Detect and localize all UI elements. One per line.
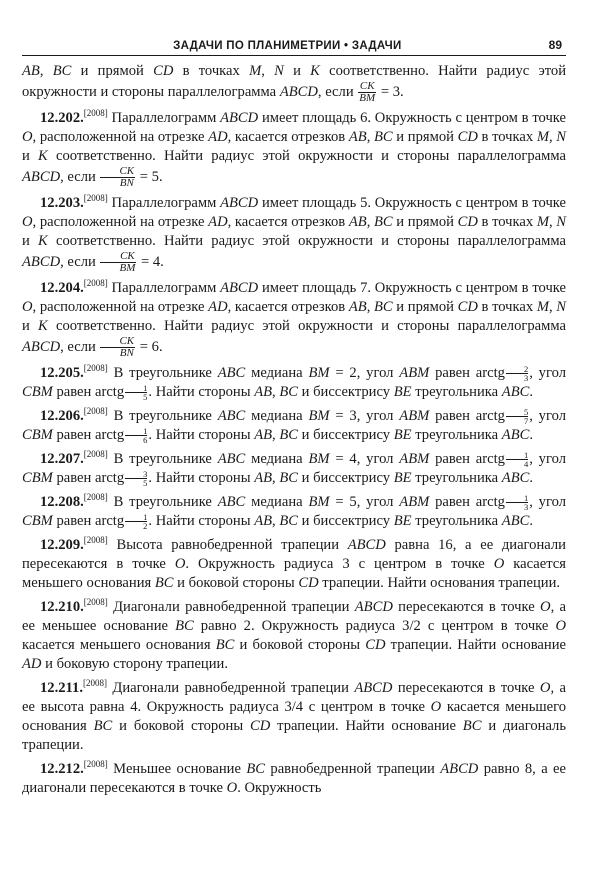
text-segment: . bbox=[529, 384, 534, 400]
text-segment: касается меньшего основания bbox=[22, 699, 567, 734]
math-segment: BC bbox=[279, 427, 298, 443]
year-tag: [2008] bbox=[83, 278, 108, 289]
math-segment: K bbox=[38, 233, 48, 249]
fraction-denominator: 5 bbox=[143, 478, 148, 489]
math-segment: CD bbox=[153, 63, 174, 79]
math-segment: AB bbox=[348, 129, 367, 145]
math-segment: N bbox=[556, 214, 567, 230]
text-segment: пересекаются в точке bbox=[392, 680, 540, 696]
fraction bbox=[100, 251, 136, 274]
text-segment: равен arctg bbox=[429, 494, 505, 510]
text-segment: . Найти стороны bbox=[148, 470, 255, 486]
problem-12-211 bbox=[22, 679, 566, 755]
math-segment: ABM bbox=[399, 365, 430, 381]
math-segment: ABCD bbox=[22, 253, 61, 270]
math-segment: ABCD bbox=[440, 761, 479, 777]
math-segment: BM bbox=[308, 451, 330, 467]
math-segment: BC bbox=[279, 513, 298, 529]
header-title: ЗАДАЧИ ПО ПЛАНИМЕТРИИ • ЗАДАЧИ bbox=[173, 40, 402, 52]
math-segment: N bbox=[556, 299, 567, 315]
text-segment: и биссектрису bbox=[297, 513, 394, 529]
fraction-denominator: BM bbox=[119, 262, 136, 274]
text-segment: . Окружность радиуса 3 с центром в точке bbox=[185, 556, 494, 572]
math-segment: M bbox=[536, 299, 549, 315]
year-tag: [2008] bbox=[83, 759, 108, 770]
text-segment: трапеции. Найти основание bbox=[385, 637, 566, 653]
math-segment: ABCD bbox=[220, 280, 259, 296]
text-segment: , bbox=[272, 427, 280, 443]
math-segment: AD bbox=[208, 299, 228, 315]
small-fraction bbox=[506, 494, 528, 512]
text-segment: В треугольнике bbox=[107, 365, 218, 381]
problem-12-204 bbox=[22, 279, 566, 359]
problem-number: 12.208. bbox=[40, 494, 84, 510]
math-segment: ABC bbox=[501, 384, 530, 400]
problem-12-212 bbox=[22, 760, 566, 798]
problem-number: 12.206. bbox=[40, 408, 84, 424]
math-segment: ABCD bbox=[220, 195, 259, 211]
text-segment: Меньшее основание bbox=[107, 761, 247, 777]
math-segment: ABCD bbox=[279, 83, 318, 100]
math-segment: BC bbox=[374, 129, 393, 145]
text-segment: Параллелограмм bbox=[107, 110, 221, 126]
math-segment: ABCD bbox=[354, 680, 393, 696]
math-segment: BM bbox=[308, 408, 330, 424]
text-segment: медиана bbox=[245, 451, 309, 467]
text-segment: и боковой стороны bbox=[173, 575, 299, 591]
math-segment: O bbox=[22, 214, 33, 230]
text-segment: и биссектрису bbox=[297, 470, 394, 486]
text-segment: равен arctg bbox=[52, 427, 125, 443]
problem-12-208 bbox=[22, 493, 566, 531]
continued-problem-text bbox=[22, 62, 566, 104]
math-segment: BC bbox=[279, 384, 298, 400]
text-segment: и биссектрису bbox=[297, 384, 394, 400]
math-segment: CD bbox=[457, 214, 478, 230]
math-segment: ABCD bbox=[22, 338, 61, 355]
text-segment: в точках bbox=[173, 63, 250, 79]
math-segment: ABM bbox=[399, 494, 430, 510]
text-segment: , касается отрезков bbox=[227, 129, 349, 145]
text-segment: трапеции. Найти основание bbox=[270, 718, 463, 734]
text-segment: , bbox=[272, 513, 280, 529]
math-segment: ABC bbox=[217, 408, 246, 424]
text-segment: , bbox=[366, 129, 374, 145]
text-segment: равнобедренной трапеции bbox=[265, 761, 441, 777]
math-segment: AB bbox=[22, 63, 40, 79]
text-segment: треугольника bbox=[411, 513, 502, 529]
year-tag: [2008] bbox=[83, 449, 108, 460]
text-segment: равен arctg bbox=[429, 451, 505, 467]
fraction bbox=[100, 336, 135, 359]
text-segment: имеет площадь 6. Окружность с центром в точке bbox=[258, 110, 566, 126]
fraction-denominator: 2 bbox=[143, 521, 148, 532]
text-segment: и bbox=[283, 63, 311, 79]
text-segment: , касается отрезков bbox=[227, 214, 349, 230]
problem-number: 12.207. bbox=[40, 451, 84, 467]
text-segment: , угол bbox=[529, 365, 566, 381]
text-segment: , bbox=[548, 214, 557, 230]
text-segment: = 4. bbox=[137, 253, 164, 270]
problem-number: 12.210. bbox=[40, 599, 84, 615]
text-segment: , bbox=[272, 384, 280, 400]
small-fraction bbox=[506, 365, 528, 383]
fraction bbox=[100, 166, 135, 189]
math-segment: O bbox=[430, 699, 442, 715]
text-segment: , если bbox=[60, 253, 100, 270]
math-segment: M bbox=[536, 129, 549, 145]
text-segment: . Найти стороны bbox=[148, 513, 255, 529]
problem-number: 12.209. bbox=[40, 537, 84, 553]
math-segment: BC bbox=[374, 214, 393, 230]
math-segment: AD bbox=[208, 214, 228, 230]
fraction-numerator: CK bbox=[100, 336, 135, 348]
text-segment: = 3, угол bbox=[329, 408, 400, 424]
text-segment: , угол bbox=[529, 408, 566, 424]
text-segment: равен arctg bbox=[52, 513, 125, 529]
math-segment: N bbox=[556, 129, 567, 145]
math-segment: K bbox=[310, 63, 320, 79]
text-segment: соответственно. Найти радиус этой окружности и стороны параллелограмма bbox=[22, 63, 567, 100]
math-segment: ABCD bbox=[347, 537, 386, 553]
text-segment: медиана bbox=[245, 494, 309, 510]
math-segment: BE bbox=[393, 427, 412, 443]
math-segment: ABC bbox=[217, 494, 246, 510]
math-segment: O bbox=[539, 680, 551, 696]
text-segment: треугольника bbox=[411, 470, 502, 486]
fraction-numerator: 3 bbox=[125, 470, 147, 480]
text-segment: , а ее меньшее основание bbox=[22, 599, 566, 634]
text-segment: Параллелограмм bbox=[107, 280, 221, 296]
math-segment: O bbox=[493, 556, 505, 572]
text-segment: соответственно. Найти радиус этой окружности и стороны параллелограмма bbox=[47, 148, 566, 164]
math-segment: O bbox=[22, 129, 33, 145]
small-fraction bbox=[125, 384, 147, 402]
math-segment: BC bbox=[215, 637, 235, 653]
math-segment: AB bbox=[254, 470, 273, 486]
fraction-denominator: 5 bbox=[143, 392, 148, 403]
text-segment: треугольника bbox=[411, 384, 502, 400]
math-segment: ABC bbox=[501, 470, 530, 486]
text-segment: , если bbox=[317, 83, 358, 100]
text-segment: В треугольнике bbox=[107, 451, 218, 467]
fraction-denominator: BN bbox=[119, 177, 134, 189]
math-segment: ABC bbox=[501, 427, 530, 443]
text-segment: = 5. bbox=[136, 168, 163, 185]
text-segment: равна 16, а ее диагонали пересекаются в точке bbox=[22, 537, 566, 572]
text-segment: , bbox=[272, 470, 280, 486]
fraction-numerator: 1 bbox=[125, 427, 147, 437]
text-segment: касается меньшего основания bbox=[22, 637, 216, 653]
text-segment: , расположенной на отрезке bbox=[32, 214, 209, 230]
small-fraction bbox=[125, 513, 147, 531]
math-segment: CD bbox=[457, 129, 478, 145]
math-segment: ABCD bbox=[354, 599, 393, 615]
text-segment: , bbox=[366, 214, 374, 230]
math-segment: O bbox=[540, 599, 551, 615]
text-segment: соответственно. Найти радиус этой окружности и стороны параллелограмма bbox=[47, 233, 566, 249]
math-segment: BC bbox=[154, 575, 174, 591]
text-segment: , касается отрезков bbox=[227, 299, 349, 315]
problem-12-203 bbox=[22, 194, 566, 274]
fraction-numerator: 2 bbox=[506, 365, 528, 375]
math-segment: O bbox=[22, 299, 33, 315]
math-segment: CBM bbox=[22, 384, 53, 400]
year-tag: [2008] bbox=[83, 597, 108, 608]
problem-number: 12.211. bbox=[40, 680, 83, 696]
fraction-denominator: 7 bbox=[523, 416, 529, 427]
text-segment: . bbox=[529, 470, 534, 486]
math-segment: CBM bbox=[22, 513, 53, 529]
text-segment: в точках bbox=[477, 129, 537, 145]
text-segment: медиана bbox=[245, 408, 309, 424]
text-segment: равно 2. Окружность радиуса 3/2 с центром в точке bbox=[193, 618, 556, 634]
math-segment: BC bbox=[279, 470, 298, 486]
year-tag: [2008] bbox=[83, 406, 108, 417]
text-segment: = 5, угол bbox=[329, 494, 400, 510]
text-segment: треугольника bbox=[411, 427, 502, 443]
text-segment: = 6. bbox=[136, 338, 163, 355]
text-segment: , угол bbox=[529, 451, 566, 467]
math-segment: ABM bbox=[399, 408, 430, 424]
math-segment: CBM bbox=[22, 427, 53, 443]
text-segment: Высота равнобедренной трапеции bbox=[107, 537, 348, 553]
fraction-denominator: BM bbox=[359, 92, 376, 104]
math-segment: AB bbox=[348, 214, 367, 230]
text-segment: и прямой bbox=[392, 129, 458, 145]
math-segment: ABC bbox=[217, 365, 246, 381]
fraction-denominator: 3 bbox=[523, 502, 529, 513]
math-segment: M bbox=[249, 63, 262, 79]
math-segment: BE bbox=[393, 384, 412, 400]
math-segment: O bbox=[555, 618, 566, 634]
year-tag: [2008] bbox=[83, 108, 108, 119]
text-segment: . bbox=[529, 427, 534, 443]
text-segment: равен arctg bbox=[429, 408, 505, 424]
year-tag: [2008] bbox=[82, 678, 107, 689]
text-segment: и bbox=[22, 318, 39, 334]
fraction-numerator: 1 bbox=[506, 451, 528, 461]
fraction-numerator: CK bbox=[100, 166, 135, 178]
math-segment: O bbox=[174, 556, 186, 572]
text-segment: Диагонали равнобедренной трапеции bbox=[107, 599, 355, 615]
small-fraction bbox=[125, 470, 147, 488]
text-segment: пересекаются в точке bbox=[392, 599, 541, 615]
text-segment: . bbox=[529, 513, 534, 529]
text-segment: и диагональ трапеции. bbox=[22, 718, 566, 753]
fraction-numerator: 1 bbox=[125, 513, 147, 523]
text-segment: , bbox=[548, 299, 557, 315]
text-segment: В треугольнике bbox=[107, 494, 218, 510]
text-segment: , угол bbox=[529, 494, 566, 510]
small-fraction bbox=[125, 427, 147, 445]
text-segment: трапеции. Найти основания трапеции. bbox=[318, 575, 561, 591]
math-segment: ABC bbox=[217, 451, 246, 467]
text-segment: имеет площадь 7. Окружность с центром в точке bbox=[258, 280, 566, 296]
text-segment: и прямой bbox=[392, 214, 458, 230]
text-segment: равно 8, а ее диагонали пересекаются в точке bbox=[22, 761, 567, 796]
text-segment: , bbox=[261, 63, 275, 79]
problem-number: 12.203. bbox=[40, 195, 84, 211]
problem-number: 12.202. bbox=[40, 110, 84, 126]
small-fraction bbox=[506, 408, 528, 426]
fraction-numerator: 1 bbox=[125, 384, 147, 394]
math-segment: K bbox=[38, 318, 48, 334]
math-segment: BC bbox=[462, 718, 482, 734]
text-segment: в точках bbox=[477, 299, 537, 315]
text-segment: медиана bbox=[245, 365, 309, 381]
problem-12-205 bbox=[22, 364, 566, 402]
running-header bbox=[22, 38, 566, 56]
problem-number: 12.205. bbox=[40, 365, 84, 381]
text-segment: Диагонали равнобедренной трапеции bbox=[106, 680, 355, 696]
math-segment: CD bbox=[250, 718, 271, 734]
fraction-numerator: CK bbox=[100, 251, 136, 263]
math-segment: M bbox=[536, 214, 549, 230]
math-segment: AB bbox=[348, 299, 367, 315]
math-segment: ABC bbox=[501, 513, 530, 529]
math-segment: BC bbox=[374, 299, 393, 315]
text-segment: Параллелограмм bbox=[107, 195, 221, 211]
text-segment: = 4, угол bbox=[329, 451, 400, 467]
text-segment: . Окружность bbox=[237, 780, 322, 796]
math-segment: BM bbox=[308, 365, 330, 381]
text-segment: в точках bbox=[477, 214, 537, 230]
math-segment: BC bbox=[93, 718, 113, 734]
page-number: 89 bbox=[548, 38, 562, 52]
problem-12-210 bbox=[22, 598, 566, 674]
math-segment: BC bbox=[175, 618, 194, 634]
fraction-numerator: 1 bbox=[506, 494, 528, 504]
fraction-denominator: BN bbox=[119, 347, 134, 359]
fraction-denominator: 6 bbox=[143, 435, 148, 446]
text-segment: , расположенной на отрезке bbox=[32, 129, 209, 145]
text-segment: В треугольнике bbox=[107, 408, 218, 424]
year-tag: [2008] bbox=[83, 363, 108, 374]
text-segment: и прямой bbox=[392, 299, 458, 315]
text-segment: имеет площадь 5. Окружность с центром в точке bbox=[258, 195, 566, 211]
problem-12-209 bbox=[22, 536, 566, 593]
text-segment: и боковую сторону трапеции. bbox=[41, 656, 228, 672]
math-segment: BE bbox=[393, 513, 412, 529]
text-segment: , bbox=[548, 129, 557, 145]
text-segment: . Найти стороны bbox=[148, 384, 255, 400]
math-segment: N bbox=[274, 63, 284, 79]
problem-12-207 bbox=[22, 450, 566, 488]
text-segment: и прямой bbox=[71, 63, 154, 79]
fraction-denominator: 3 bbox=[523, 373, 529, 384]
math-segment: AB bbox=[254, 427, 273, 443]
math-segment: CD bbox=[298, 575, 319, 591]
fraction-numerator: 5 bbox=[506, 408, 528, 418]
text-segment: , а ее высота равна 4. Окружность радиуса 3/4 с центром в точке bbox=[22, 680, 566, 715]
text-segment: , bbox=[39, 63, 53, 79]
text-segment: равен arctg bbox=[52, 384, 125, 400]
text-segment: = 2, угол bbox=[329, 365, 400, 381]
problem-12-202 bbox=[22, 109, 566, 189]
math-segment: ABCD bbox=[220, 110, 259, 126]
problem-number: 12.212. bbox=[40, 761, 84, 777]
math-segment: BC bbox=[246, 761, 266, 777]
fraction-numerator: CK bbox=[359, 80, 375, 92]
fraction-denominator: 4 bbox=[523, 459, 529, 470]
problem-12-206 bbox=[22, 407, 566, 445]
text-segment: , если bbox=[60, 338, 100, 355]
text-segment: и bbox=[22, 148, 39, 164]
fraction bbox=[358, 81, 376, 104]
math-segment: BM bbox=[308, 494, 330, 510]
text-segment: касается меньшего основания bbox=[22, 556, 566, 591]
math-segment: AD bbox=[208, 129, 228, 145]
text-segment: и боковой стороны bbox=[112, 718, 250, 734]
problem-number: 12.204. bbox=[40, 280, 84, 296]
math-segment: O bbox=[226, 780, 238, 796]
math-segment: CD bbox=[365, 637, 386, 653]
year-tag: [2008] bbox=[83, 492, 108, 503]
small-fraction bbox=[506, 451, 528, 469]
text-segment: и bbox=[22, 233, 39, 249]
math-segment: ABCD bbox=[22, 168, 61, 185]
math-segment: K bbox=[38, 148, 48, 164]
math-segment: BE bbox=[393, 470, 412, 486]
math-segment: AD bbox=[22, 656, 42, 672]
math-segment: ABM bbox=[399, 451, 430, 467]
math-segment: AB bbox=[254, 513, 273, 529]
math-segment: CD bbox=[457, 299, 478, 315]
math-segment: CBM bbox=[22, 470, 53, 486]
text-segment: . Найти стороны bbox=[148, 427, 255, 443]
text-segment: , если bbox=[60, 168, 100, 185]
math-segment: BC bbox=[52, 63, 72, 79]
text-segment: , расположенной на отрезке bbox=[32, 299, 209, 315]
text-segment: , bbox=[366, 299, 374, 315]
text-segment: и биссектрису bbox=[297, 427, 394, 443]
text-segment: соответственно. Найти радиус этой окружности и стороны параллелограмма bbox=[47, 318, 566, 334]
year-tag: [2008] bbox=[83, 193, 108, 204]
text-segment: = 3. bbox=[377, 83, 404, 100]
math-segment: AB bbox=[254, 384, 273, 400]
text-segment: равен arctg bbox=[429, 365, 505, 381]
page-content bbox=[22, 62, 566, 798]
year-tag: [2008] bbox=[83, 535, 108, 546]
text-segment: равен arctg bbox=[52, 470, 125, 486]
text-segment: и боковой стороны bbox=[234, 637, 366, 653]
